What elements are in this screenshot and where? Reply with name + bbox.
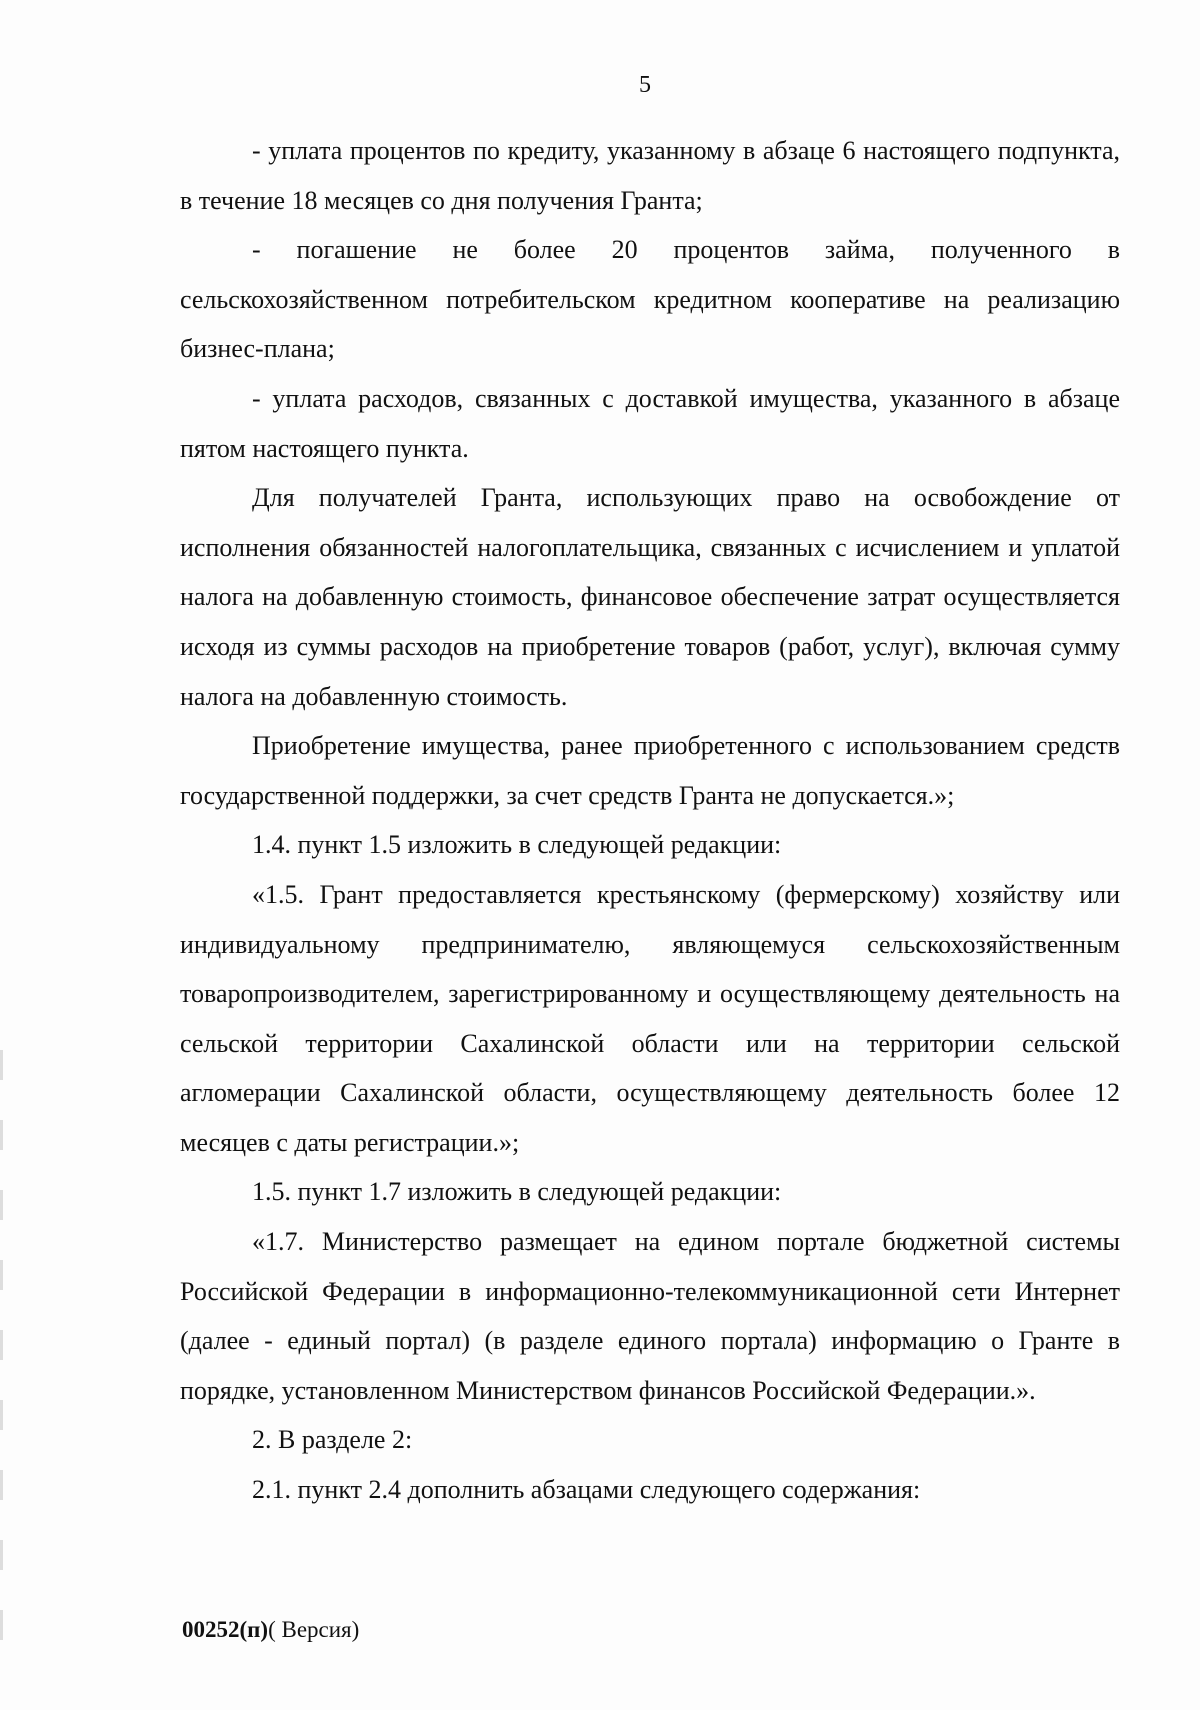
paragraph-section-2: 2. В разделе 2: xyxy=(252,1425,413,1455)
footer-version-label: ( Версия) xyxy=(268,1617,360,1642)
paragraph-item-1-5: 1.5. пункт 1.7 изложить в следующей редакции: xyxy=(252,1177,782,1207)
paragraph-grant-recipient: «1.5. Грант предоставляется крестьянскому (фермерскому) хозяйству или индивидуальному предпринимателю, являющемуся сельскохозяйственным товаропроизводителем, зарегистрированному и осуществляющему деятельность на сельской территории Сахалинской области или на территории сельской агломерации Сахалинской области, осуществляющему деятельность более 12 месяцев с даты регистрации.»; xyxy=(180,879,1120,1157)
paragraph-loan-repayment: - погашение не более 20 процентов займа, полученного в сельскохозяйственном потребительском кредитном кооперативе на реализацию бизнес-плана; xyxy=(180,235,1120,364)
page-number: 5 xyxy=(639,72,651,98)
paragraph-portal-publication: «1.7. Министерство размещает на едином портале бюджетной системы Российской Федерации в информационно-телекоммуникационной сети Интернет (далее - единый портал) (в разделе единого портала) информацию о Гранте в порядке, установленном Министерством финансов Российской Федерации.». xyxy=(180,1227,1120,1405)
paragraph-item-2-1: 2.1. пункт 2.4 дополнить абзацами следующего содержания: xyxy=(252,1475,921,1505)
paragraph-item-1-4: 1.4. пункт 1.5 изложить в следующей редакции: xyxy=(252,830,782,860)
paragraph-interest-payment: - уплата процентов по кредиту, указанному в абзаце 6 настоящего подпункта, в течение 18 месяцев со дня получения Гранта; xyxy=(180,136,1120,215)
scan-artifact-top xyxy=(540,0,1100,3)
scan-artifact-left xyxy=(0,1050,3,1650)
footer-code-number: 00252(п) xyxy=(182,1617,269,1642)
paragraph-delivery-expenses: - уплата расходов, связанных с доставкой имущества, указанного в абзаце пятом настоящего пункта. xyxy=(180,383,1120,463)
footer-document-code xyxy=(182,1617,359,1643)
paragraph-property-restriction: Приобретение имущества, ранее приобретенного с использованием средств государственной поддержки, за счет средств Гранта не допускается.»; xyxy=(180,731,1120,810)
document-body xyxy=(180,126,1120,1515)
paragraph-vat-exemption: Для получателей Гранта, использующих право на освобождение от исполнения обязанностей налогоплательщика, связанных с исчислением и уплатой налога на добавленную стоимость, финансовое обеспечение затрат осуществляется исходя из суммы расходов на приобретение товаров (работ, услуг), включая сумму налога на добавленную стоимость. xyxy=(180,483,1120,711)
